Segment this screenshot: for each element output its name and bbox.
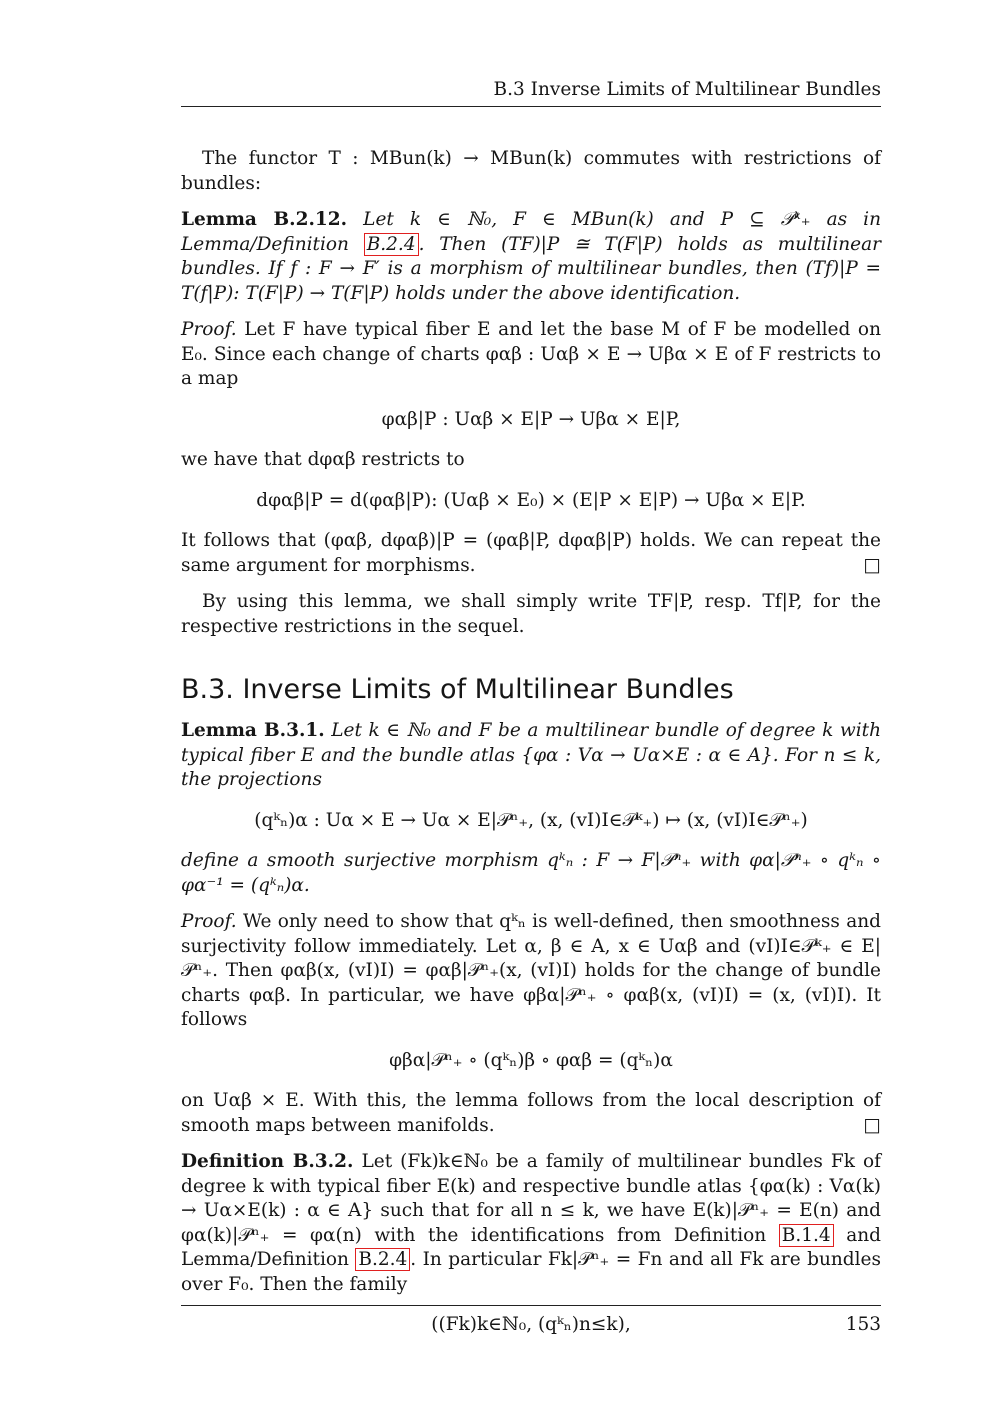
page-number: 153 (845, 1314, 881, 1335)
definition-text: Let (Fk)k∈ℕ₀ be a family of multilinear bundles Fk of degree k with typical fiber E(k) and respective bundle atlas {φα(k) : Vα(k) → Uα×E(k) : α ∈ A} such that for all n ≤ k, we have E(k)|𝒫ⁿ₊ = E(n) and φα(k)|𝒫ⁿ₊ = φα(n) with the identifications from Definition (181, 1151, 881, 1246)
display-equation-4: φβα|𝒫ⁿ₊ ∘ (qᵏₙ)β ∘ φαβ = (qᵏₙ)α (389, 1049, 673, 1071)
lemma-b-3-1 (181, 719, 881, 793)
ref-link-b-2-4[interactable]: B.2.4 (364, 233, 419, 256)
proof-conclusion: It follows that (φαβ, dφαβ)|P = (φαβ|P, dφαβ|P) holds. We can repeat the same argument for morphisms. (181, 530, 881, 576)
lemma-label: Lemma B.2.12. (181, 209, 348, 230)
qed-symbol: □ (863, 1114, 881, 1136)
page-footer (181, 1305, 881, 1335)
ref-link-b-2-4[interactable]: B.2.4 (355, 1248, 410, 1271)
proof-paragraph-1 (181, 318, 881, 392)
display-equation-2: dφαβ|P = d(φαβ|P): (Uαβ × E₀) × (E|P × E|P) → Uβα × E|P. (256, 489, 806, 511)
display-equation-5: ((Fk)k∈ℕ₀, (qᵏₙ)n≤k), (431, 1314, 631, 1335)
lemma-text: Let k ∈ ℕ₀, F ∈ MBun(k) and P ⊆ 𝒫ᵏ₊ as in Lemma/Definition (181, 209, 881, 255)
running-head: B.3 Inverse Limits of Multilinear Bundles (493, 79, 881, 100)
display-equation-1: φαβ|P : Uαβ × E|P → Uβα × E|P, (381, 408, 681, 430)
footer-rule (181, 1305, 881, 1306)
qed-symbol: □ (863, 554, 881, 576)
section-heading: B.3. Inverse Limits of Multilinear Bundles (181, 674, 734, 705)
intro-paragraph: The functor T : MBun(k) → MBun(k) commutes with restrictions of bundles: (181, 148, 881, 194)
proof-text-3 (181, 529, 881, 578)
definition-text-b: and Lemma/Definition (181, 1224, 881, 1270)
lemma-text-cont: . Then (TF)|P ≅ T(F|P) holds as multilinear bundles. If f : F → F′ is a morphism of multilinear bundles, then (Tf)|P = T(f|P): T(F|P) → T(F|P) holds under the above identification. (181, 233, 881, 304)
display-equation-3: (qᵏₙ)α : Uα × E → Uα × E|𝒫ⁿ₊, (x, (vI)I∈𝒫ᵏ₊) ↦ (x, (vI)I∈𝒫ⁿ₊) (254, 809, 808, 831)
proof-label: Proof. (181, 911, 237, 932)
proof-conclusion-2 (181, 1089, 881, 1138)
lemma-label: Lemma B.3.1. (181, 720, 325, 741)
lemma-text-2: define a smooth surjective morphism qᵏₙ : F → F|𝒫ⁿ₊ with φα|𝒫ⁿ₊ ∘ qᵏₙ ∘ φα⁻¹ = (qᵏₙ)α. (181, 850, 881, 896)
proof-text: We only need to show that qᵏₙ is well-defined, then smoothness and surjectivity follow immediately. Let α, β ∈ A, x ∈ Uαβ and (vI)I∈𝒫ᵏ₊ ∈ E|𝒫ⁿ₊. Then φαβ(x, (vI)I) = φαβ|𝒫ⁿ₊(x, (vI)I) holds for the change of bundle charts φαβ. In particular, we have φβα|𝒫ⁿ₊ ∘ φαβ(x, (vI)I) = (x, (vI)I). It follows (181, 911, 881, 1030)
lemma-text: Let k ∈ ℕ₀ and F be a multilinear bundle of degree k with typical fiber E and the bundle atlas {φα : Vα → Uα×E : α ∈ A}. For n ≤ k, the projections (181, 720, 882, 790)
ref-link-b-1-4[interactable]: B.1.4 (779, 1224, 834, 1247)
proof-text: Let F have typical fiber E and let the base M of F be modelled on E₀. Since each change of charts φαβ : Uαβ × E → Uβα × E of F restricts to a map (181, 319, 881, 389)
header-rule (181, 106, 881, 107)
after-proof-paragraph: By using this lemma, we shall simply write TF|P, resp. Tf|P, for the respective restrictions in the sequel. (181, 591, 881, 637)
page-body (181, 78, 881, 1354)
definition-text-c: . In particular Fk|𝒫ⁿ₊ = Fn and all Fk are bundles over F₀. Then the family (181, 1249, 881, 1295)
lemma-b-2-12 (181, 208, 881, 306)
proof-paragraph-2 (181, 910, 881, 1033)
definition-label: Definition B.3.2. (181, 1151, 354, 1172)
proof-label: Proof. (181, 319, 237, 340)
proof-conclusion-text: on Uαβ × E. With this, the lemma follows from the local description of smooth maps between manifolds. (181, 1090, 881, 1136)
proof-text-2: we have that dφαβ restricts to (181, 449, 465, 470)
definition-b-3-2 (181, 1150, 881, 1297)
